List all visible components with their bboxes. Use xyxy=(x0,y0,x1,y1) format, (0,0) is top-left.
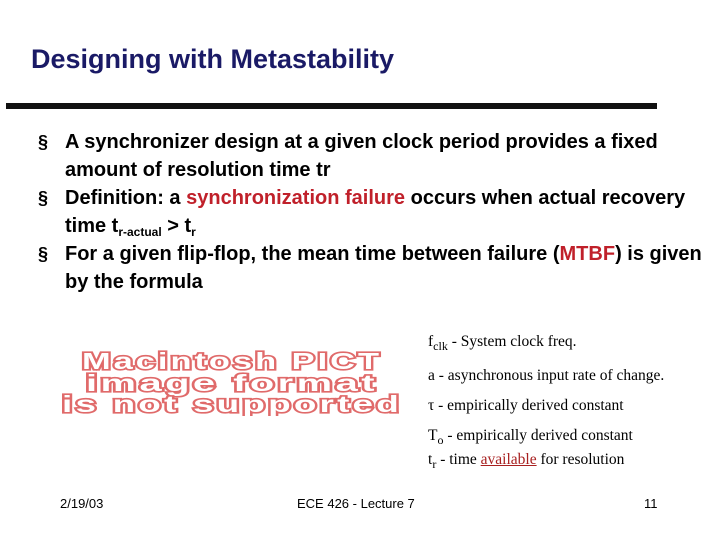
footer-date: 2/19/03 xyxy=(60,496,104,511)
subscript: r xyxy=(191,225,196,239)
legend-text: - empirically derived constant xyxy=(443,427,633,444)
legend-item xyxy=(428,451,624,469)
bullet-item xyxy=(38,184,708,240)
legend-item xyxy=(428,397,624,415)
highlight-term: synchronization failure xyxy=(186,187,406,209)
footer-page-number: 11 xyxy=(644,496,658,511)
legend-item xyxy=(428,367,664,385)
legend-text: - empirically derived constant xyxy=(434,397,624,414)
legend-item xyxy=(428,333,577,351)
bullet-marker-icon: § xyxy=(38,188,49,208)
bullet-item xyxy=(38,240,708,296)
legend-text: - time xyxy=(436,451,481,468)
legend-symbol: T xyxy=(428,427,438,444)
slide-title: Designing with Metastability xyxy=(31,44,395,74)
legend-symbol: τ xyxy=(428,397,435,414)
pict-line-1: Macintosh PICT xyxy=(82,348,382,374)
pict-line-2: image format xyxy=(86,370,378,396)
subscript: r-actual xyxy=(118,225,162,239)
bullet-text: Definition: a xyxy=(65,187,187,209)
bullet-text: > t xyxy=(161,215,192,237)
legend-highlight: available xyxy=(480,451,537,468)
subscript: o xyxy=(437,433,444,447)
legend-text: for resolution xyxy=(536,451,625,468)
subscript: clk xyxy=(433,339,448,353)
bullet-list xyxy=(38,128,708,296)
legend-text: - System clock freq. xyxy=(447,333,577,350)
bullet-text: For a given flip-flop, the mean time between failure ( xyxy=(65,243,560,265)
footer-course: ECE 426 - Lecture 7 xyxy=(297,496,415,511)
legend-text: a - asynchronous input rate of change. xyxy=(428,367,665,384)
bullet-text: A synchronizer design at a given clock period provides a fixed amount of resolution time tr xyxy=(65,131,658,181)
bullet-text: occurs when actual recovery time t xyxy=(65,187,686,237)
legend-symbol: f xyxy=(428,333,434,350)
highlight-term: MTBF xyxy=(559,243,616,265)
legend-item xyxy=(428,427,633,445)
bullet-item xyxy=(38,128,708,184)
bullet-marker-icon: § xyxy=(38,132,49,152)
title-divider xyxy=(6,103,657,109)
pict-line-3: is not supported xyxy=(62,391,402,416)
bullet-marker-icon: § xyxy=(38,244,49,264)
bullet-text: ) is given by the formula xyxy=(65,243,702,293)
subscript: r xyxy=(432,457,437,471)
legend-symbol: t xyxy=(428,451,433,468)
pict-placeholder-image xyxy=(60,348,405,416)
